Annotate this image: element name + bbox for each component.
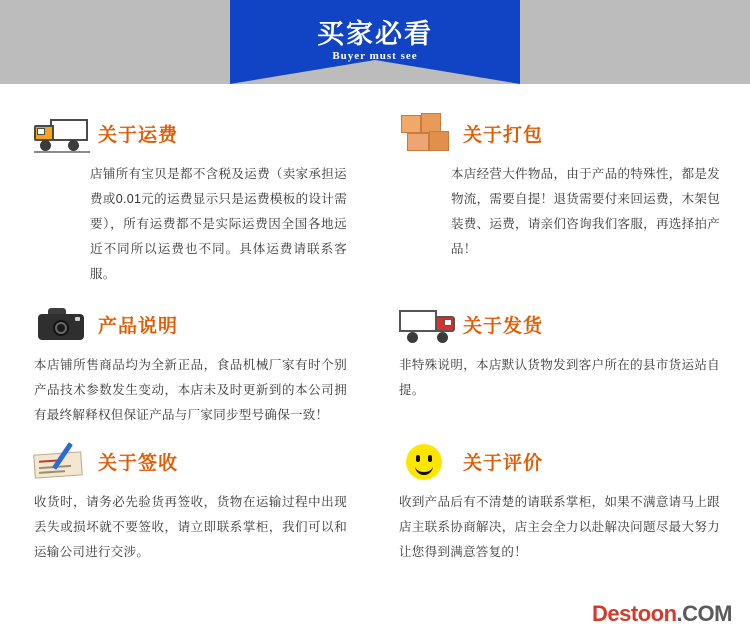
info-block-text: 收货时，请务必先验货再签收，货物在运输过程中出现丢失或损坏就不要签收，请立即联系掌柜，我们可以和运输公司进行交涉。: [34, 495, 347, 559]
logo-domain-text: .COM: [676, 601, 732, 626]
info-block-header: [34, 110, 347, 156]
truck-yellow-icon: [34, 111, 90, 155]
banner-arrow-shape: [230, 60, 520, 84]
info-block-header: [399, 301, 720, 347]
info-block-title: 关于打包: [463, 124, 544, 146]
info-block-text: 收到产品后有不清楚的请联系掌柜，如果不满意请马上跟店主联系协商解决，店主会全力以赴解决问题尽最大努力让您得到满意答复的！: [399, 495, 720, 559]
info-block-header: [34, 301, 347, 347]
info-block-text: 非特殊说明，本店默认货物发到客户所在的县市货运站自提。: [399, 358, 720, 397]
site-logo: [592, 601, 732, 627]
page-subtitle: Buyer must see: [332, 50, 418, 62]
logo-brand-text: Destoon: [592, 601, 677, 626]
info-block-header: [34, 438, 347, 484]
info-block-header: [399, 110, 720, 156]
info-row: [0, 438, 750, 565]
info-block-text: 本店铺所售商品均为全新正品，食品机械厂家有时个别产品技术参数发生变动，本店未及时更新到的本公司拥有最终解释权但保证产品与厂家同步型号确保一致！: [34, 358, 347, 422]
smiley-icon: [399, 439, 455, 483]
header-bar: [0, 0, 750, 84]
info-block-text: 本店经营大件物品，由于产品的特殊性，都是发物流，需要自提！退货需要付来回运费，木架包装费、运费，请亲们咨询我们客服，再选择拍产品！: [451, 167, 720, 256]
info-block-header: [399, 438, 720, 484]
info-block-delivery: [375, 301, 750, 428]
info-block-review: [375, 438, 750, 565]
boxes-icon: [399, 111, 455, 155]
info-block-signing: [0, 438, 375, 565]
info-block-title: 关于签收: [98, 452, 179, 474]
info-block-title: 关于发货: [463, 315, 544, 337]
info-block-title: 关于运费: [98, 124, 179, 146]
header-banner: [230, 0, 520, 84]
content-grid: [0, 84, 750, 565]
camera-icon: [34, 302, 90, 346]
info-row: [0, 110, 750, 287]
page-title: 买家必看: [317, 19, 433, 49]
info-block-title: 关于评价: [463, 452, 544, 474]
signature-icon: [34, 439, 90, 483]
truck-red-icon: [399, 302, 455, 346]
info-block-shipping-fee: [0, 110, 375, 287]
info-block-text: 店铺所有宝贝是都不含税及运费（卖家承担运费或0.01元的运费显示只是运费模板的设计需要），所有运费都不是实际运费因全国各地远近不同所以运费也不同。具体运费请联系客服。: [90, 167, 347, 281]
info-block-title: 产品说明: [98, 315, 179, 337]
info-block-product-description: [0, 301, 375, 428]
info-row: [0, 301, 750, 428]
info-block-packing: [375, 110, 750, 287]
